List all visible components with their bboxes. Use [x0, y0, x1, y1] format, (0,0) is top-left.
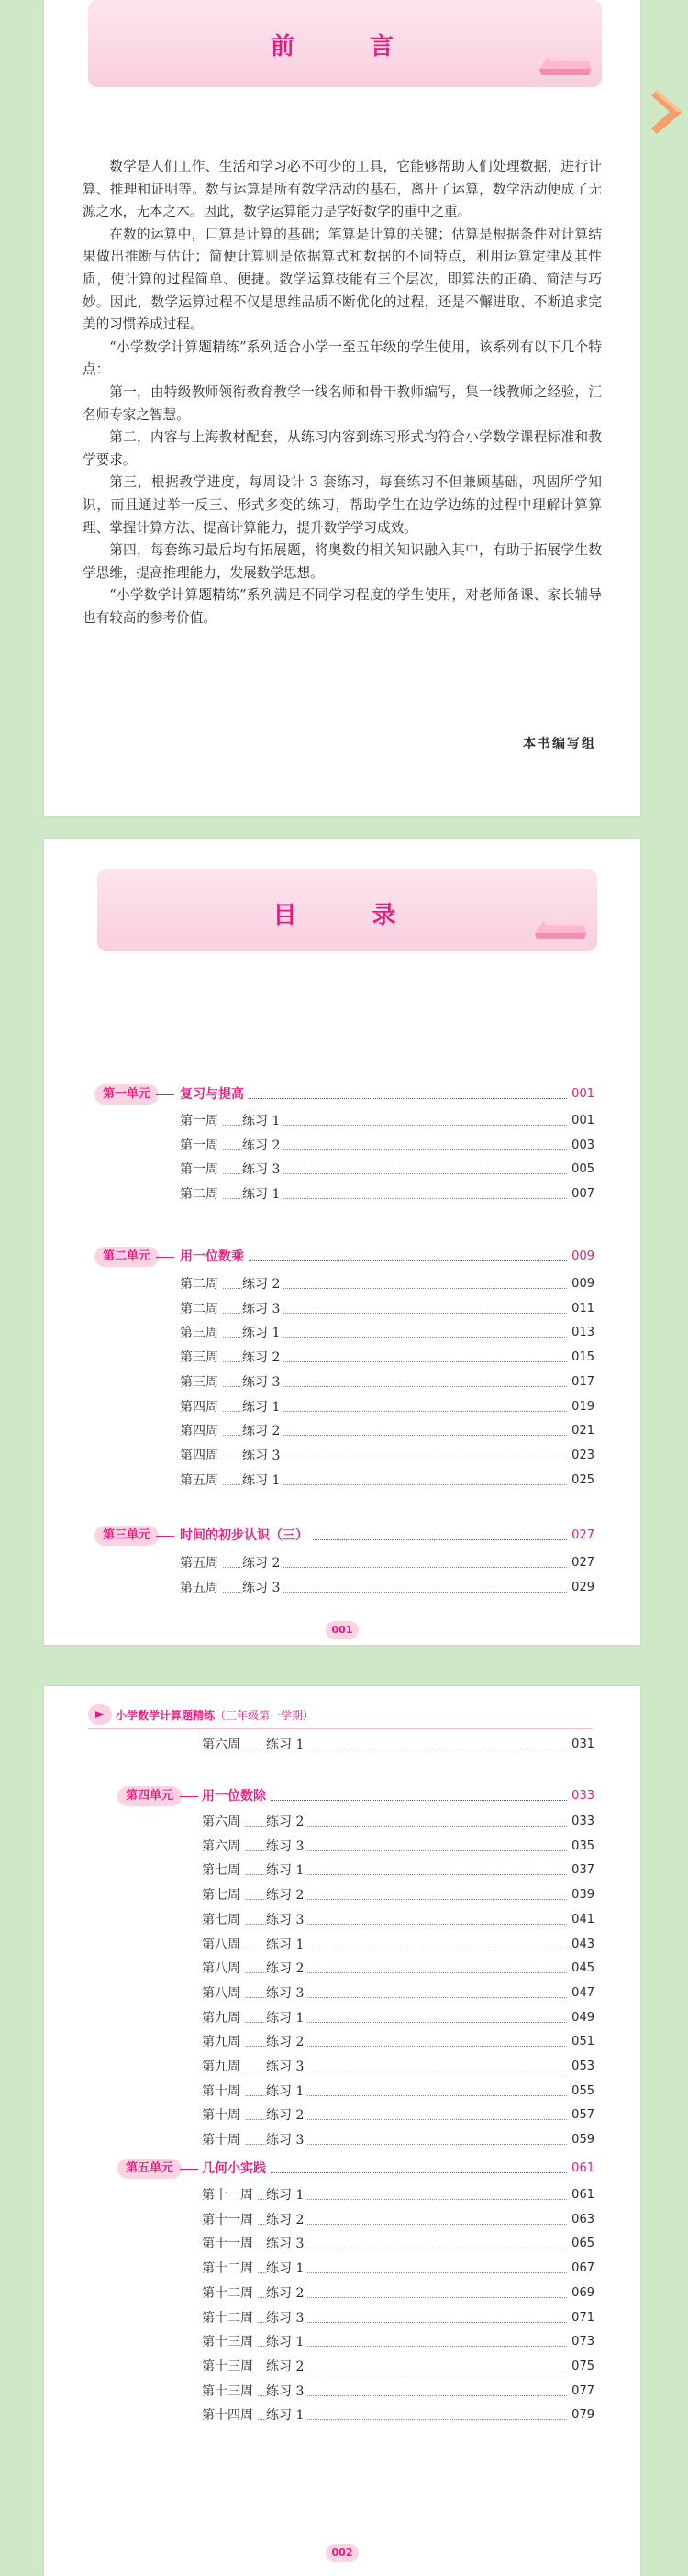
- contents-title: 目 录: [272, 902, 422, 929]
- entry-page-number: 019: [568, 1397, 594, 1417]
- preface-page: [44, 0, 640, 816]
- toc-unit-row[interactable]: [44, 2159, 640, 2179]
- entry-page-number: 015: [568, 1348, 594, 1368]
- entry-exercise: 练习 3: [242, 1160, 283, 1180]
- entry-page-number: 055: [568, 2082, 594, 2102]
- entry-week: 第十二周: [202, 2283, 257, 2304]
- entry-page-number: 033: [568, 1812, 594, 1832]
- entry-week: 第十周: [202, 2130, 244, 2150]
- dot-leader: [202, 1899, 593, 1900]
- toc-entry[interactable]: [44, 1348, 640, 1368]
- dot-leader: [202, 2199, 593, 2200]
- dot-leader: [202, 2322, 593, 2323]
- entry-week: 第八周: [202, 1935, 244, 1955]
- preface-paragraph: 第三，根据教学进度，每周设计 3 套练习，每套练习不但兼顾基础，巩固所学知识，而且通过举一反三、形式多变的练习，帮助学生在边学边练的过程中理解计算算理、掌握计算方法、提高计算能力，提升数学学习成效。: [83, 474, 602, 536]
- toc-entry[interactable]: [44, 1299, 640, 1319]
- toc-entry[interactable]: [44, 2405, 640, 2426]
- entry-week: 第二周: [180, 1184, 222, 1205]
- toc-entry[interactable]: [44, 2357, 640, 2377]
- dot-leader: [202, 2419, 593, 2420]
- entry-page-number: 049: [568, 2008, 594, 2028]
- entry-exercise: 练习 3: [266, 1983, 307, 2004]
- toc-entry[interactable]: [44, 2032, 640, 2052]
- entry-week: 第三周: [180, 1348, 222, 1368]
- entry-page-number: 025: [568, 1471, 594, 1491]
- entry-page-number: 063: [568, 2210, 594, 2230]
- unit-title: 几何小实践: [202, 2159, 270, 2179]
- entry-exercise: 练习 3: [266, 1837, 307, 1857]
- dot-leader: [202, 2272, 593, 2273]
- entry-exercise: 练习 1: [266, 2259, 307, 2279]
- toc-entry[interactable]: [44, 1160, 640, 1180]
- toc-entry[interactable]: [44, 1735, 640, 1755]
- dot-leader: [202, 2395, 593, 2396]
- entry-exercise: 练习 1: [242, 1111, 283, 1131]
- dot-leader: [202, 2224, 593, 2225]
- entry-week: 第一周: [180, 1136, 222, 1156]
- entry-page-number: 017: [568, 1372, 594, 1393]
- pencil-icon: [88, 1704, 112, 1725]
- dot-leader: [202, 2119, 593, 2120]
- entry-page-number: 079: [568, 2405, 594, 2426]
- entry-exercise: 练习 1: [266, 2008, 307, 2028]
- entry-week: 第五周: [180, 1578, 222, 1598]
- preface-signature: 本书编写组: [523, 737, 596, 751]
- entry-exercise: 练习 1: [266, 2332, 307, 2352]
- page-number-badge: 002: [326, 2544, 359, 2562]
- entry-exercise: 练习 1: [242, 1397, 283, 1417]
- toc-entry[interactable]: [44, 2308, 640, 2328]
- unit-connector: [156, 1257, 174, 1258]
- toc-entry[interactable]: [44, 2283, 640, 2304]
- entry-exercise: 练习 3: [242, 1446, 283, 1466]
- entry-page-number: 047: [568, 1983, 594, 2004]
- entry-exercise: 练习 1: [242, 1471, 283, 1491]
- toc-entry[interactable]: [44, 2082, 640, 2102]
- toc-entry[interactable]: [44, 1323, 640, 1343]
- entry-page-number: 023: [568, 1446, 594, 1466]
- toc-entry[interactable]: [44, 2210, 640, 2230]
- unit-connector: [180, 2169, 198, 2170]
- entry-page-number: 065: [568, 2234, 594, 2254]
- unit-title: 用一位数除: [202, 1786, 270, 1806]
- preface-paragraph: “小学数学计算题精练”系列适合小学一至五年级的学生使用，该系列有以下几个特点：: [83, 339, 602, 378]
- entry-exercise: 练习 3: [266, 1910, 307, 1930]
- entry-page-number: 005: [568, 1160, 594, 1180]
- unit-badge: 第二单元: [94, 1247, 159, 1267]
- unit-title: 复习与提高: [180, 1084, 248, 1105]
- entry-exercise: 练习 1: [242, 1323, 283, 1343]
- entry-week: 第十一周: [202, 2185, 257, 2205]
- entry-exercise: 练习 3: [242, 1372, 283, 1393]
- entry-page-number: 043: [568, 1935, 594, 1955]
- entry-exercise: 练习 3: [266, 2382, 307, 2402]
- entry-week: 第六周: [202, 1812, 244, 1832]
- toc-unit-row[interactable]: [44, 1247, 640, 1267]
- entry-page-number: 041: [568, 1910, 594, 1930]
- unit-connector: [156, 1536, 174, 1537]
- preface-paragraph: “小学数学计算题精练”系列满足不同学习程度的学生使用，对老师备课、家长辅导也有较高的参考价值。: [83, 587, 602, 626]
- preface-banner: [88, 0, 602, 87]
- toc-entry[interactable]: [44, 1578, 640, 1598]
- unit-page-number: 061: [568, 2159, 594, 2179]
- unit-badge: 第三单元: [94, 1526, 159, 1546]
- dot-leader: [202, 1924, 593, 1925]
- entry-page-number: 003: [568, 1136, 594, 1156]
- entry-week: 第十二周: [202, 2308, 257, 2328]
- preface-title: 前 言: [270, 33, 419, 61]
- dot-leader: [202, 2144, 593, 2145]
- entry-week: 第十一周: [202, 2210, 257, 2230]
- toc-entry[interactable]: [44, 2105, 640, 2126]
- entry-week: 第二周: [180, 1299, 222, 1319]
- entry-page-number: 067: [568, 2259, 594, 2279]
- toc-entry[interactable]: [44, 2259, 640, 2279]
- entry-exercise: 练习 3: [266, 2234, 307, 2254]
- toc-entry[interactable]: [44, 2008, 640, 2028]
- toc-entry[interactable]: [44, 1860, 640, 1881]
- entry-week: 第七周: [202, 1910, 244, 1930]
- entry-exercise: 练习 1: [266, 1935, 307, 1955]
- entry-exercise: 练习 2: [242, 1274, 283, 1294]
- entry-page-number: 011: [568, 1299, 594, 1319]
- unit-title: 用一位数乘: [180, 1247, 248, 1267]
- toc-unit-row[interactable]: [44, 1084, 640, 1105]
- dot-leader: [202, 1997, 593, 1998]
- unit-badge: 第四单元: [117, 1786, 182, 1806]
- toc-entry[interactable]: [44, 1935, 640, 1955]
- toc-entry[interactable]: [44, 1959, 640, 1979]
- entry-week: 第四周: [180, 1421, 222, 1441]
- toc-unit-row[interactable]: [44, 1786, 640, 1806]
- preface-body: [83, 156, 602, 629]
- entry-week: 第一周: [180, 1111, 222, 1131]
- dot-leader: [202, 2297, 593, 2298]
- toc-entry[interactable]: [44, 1885, 640, 1905]
- toc-entry[interactable]: [44, 2057, 640, 2077]
- entry-week: 第九周: [202, 2057, 244, 2077]
- toc-entry[interactable]: [44, 1983, 640, 2004]
- entry-exercise: 练习 2: [242, 1136, 283, 1156]
- entry-page-number: 051: [568, 2032, 594, 2052]
- entry-page-number: 031: [568, 1735, 594, 1755]
- toc-entry[interactable]: [44, 2130, 640, 2150]
- entry-exercise: 练习 2: [266, 2357, 307, 2377]
- entry-week: 第十一周: [202, 2234, 257, 2254]
- entry-exercise: 练习 1: [266, 1860, 307, 1881]
- entry-week: 第二周: [180, 1274, 222, 1294]
- entry-week: 第三周: [180, 1372, 222, 1393]
- entry-page-number: 021: [568, 1421, 594, 1441]
- toc-entry[interactable]: [44, 1184, 640, 1205]
- unit-badge: 第五单元: [117, 2159, 182, 2179]
- unit-badge: 第一单元: [94, 1084, 159, 1105]
- entry-week: 第七周: [202, 1885, 244, 1905]
- toc-entry[interactable]: [44, 1274, 640, 1294]
- toc-entry[interactable]: [44, 2382, 640, 2402]
- entry-exercise: 练习 2: [266, 1812, 307, 1832]
- entry-page-number: 069: [568, 2283, 594, 2304]
- header-divider: [88, 1728, 593, 1729]
- entry-exercise: 练习 2: [242, 1421, 283, 1441]
- entry-week: 第八周: [202, 1959, 244, 1979]
- eraser-icon: [531, 915, 590, 942]
- entry-page-number: 061: [568, 2185, 594, 2205]
- entry-page-number: 045: [568, 1959, 594, 1979]
- entry-exercise: 练习 1: [266, 2185, 307, 2205]
- entry-week: 第九周: [202, 2032, 244, 2052]
- preface-paragraph: 第一，由特级教师领衔教育教学一线名师和骨干教师编写，集一线教师之经验，汇名师专家之智慧。: [83, 383, 602, 423]
- entry-week: 第三周: [180, 1323, 222, 1343]
- toc-unit-row[interactable]: [44, 1526, 640, 1546]
- entry-exercise: 练习 2: [242, 1553, 283, 1573]
- toc-entry[interactable]: [44, 1910, 640, 1930]
- toc-entry[interactable]: [44, 2234, 640, 2254]
- dot-leader: [202, 2095, 593, 2096]
- contents-banner: [97, 869, 597, 951]
- entry-page-number: 013: [568, 1323, 594, 1343]
- dot-leader: [202, 1850, 593, 1851]
- entry-exercise: 练习 2: [266, 2032, 307, 2052]
- chevron-right-icon[interactable]: [649, 84, 688, 139]
- unit-title: 时间的初步认识（三）: [180, 1526, 312, 1546]
- toc-entry[interactable]: [44, 1471, 640, 1491]
- entry-week: 第十周: [202, 2082, 244, 2102]
- entry-exercise: 练习 2: [266, 2283, 307, 2304]
- entry-exercise: 练习 3: [242, 1578, 283, 1598]
- entry-page-number: 037: [568, 1860, 594, 1881]
- entry-exercise: 练习 3: [242, 1299, 283, 1319]
- preface-paragraph: 第四，每套练习最后均有拓展题，将奥数的相关知识融入其中，有助于拓展学生数学思维，提高推理能力，发展数学思想。: [83, 542, 602, 581]
- contents-continued-page: [44, 1686, 640, 2576]
- entry-week: 第七周: [202, 1860, 244, 1881]
- entry-exercise: 练习 3: [266, 2308, 307, 2328]
- unit-page-number: 009: [568, 1247, 594, 1267]
- entry-exercise: 练习 2: [266, 2105, 307, 2126]
- toc-entry[interactable]: [44, 1812, 640, 1832]
- preface-paragraph: 第二，内容与上海教材配套，从练习内容到练习形式均符合小学数学课程标准和教学要求。: [83, 429, 602, 468]
- entry-week: 第一周: [180, 1160, 222, 1180]
- entry-week: 第十周: [202, 2105, 244, 2126]
- toc-entry[interactable]: [44, 1397, 640, 1417]
- entry-exercise: 练习 1: [242, 1184, 283, 1205]
- entry-week: 第十三周: [202, 2357, 257, 2377]
- entry-exercise: 练习 2: [266, 2210, 307, 2230]
- toc-entry[interactable]: [44, 1553, 640, 1573]
- entry-exercise: 练习 2: [266, 1885, 307, 1905]
- toc-entry[interactable]: [44, 1446, 640, 1466]
- entry-week: 第九周: [202, 2008, 244, 2028]
- entry-page-number: 027: [568, 1553, 594, 1573]
- entry-page-number: 071: [568, 2308, 594, 2328]
- entry-week: 第四周: [180, 1397, 222, 1417]
- toc-entry[interactable]: [44, 1136, 640, 1156]
- dot-leader: [202, 2346, 593, 2347]
- entry-week: 第五周: [180, 1471, 222, 1491]
- entry-page-number: 029: [568, 1578, 594, 1598]
- toc-entry[interactable]: [44, 2185, 640, 2205]
- contents-page: [44, 839, 640, 1645]
- entry-page-number: 007: [568, 1184, 594, 1205]
- eraser-icon: [536, 50, 594, 78]
- entry-exercise: 练习 2: [242, 1348, 283, 1368]
- entry-week: 第十四周: [202, 2405, 257, 2426]
- entry-week: 第十三周: [202, 2332, 257, 2352]
- unit-page-number: 027: [568, 1526, 594, 1546]
- entry-exercise: 练习 1: [266, 2405, 307, 2426]
- entry-page-number: 059: [568, 2130, 594, 2150]
- preface-paragraph: 数学是人们工作、生活和学习必不可少的工具，它能够帮助人们处理数据，进行计算、推理和证明等。数与运算是所有数学活动的基石，离开了运算，数学活动便成了无源之水，无本之木。因此，数学运算能力是学好数学的重中之重。: [83, 159, 602, 220]
- entry-week: 第四周: [180, 1446, 222, 1466]
- toc-entry[interactable]: [44, 1111, 640, 1131]
- unit-connector: [180, 1796, 198, 1797]
- dot-leader: [202, 2022, 593, 2023]
- entry-page-number: 001: [568, 1111, 594, 1131]
- toc-entry[interactable]: [44, 1421, 640, 1441]
- dot-leader: [202, 1826, 593, 1827]
- entry-exercise: 练习 3: [266, 2130, 307, 2150]
- dot-leader: [202, 1972, 593, 1973]
- toc-entry[interactable]: [44, 1837, 640, 1857]
- entry-week: 第十三周: [202, 2382, 257, 2402]
- preface-paragraph: 在数的运算中，口算是计算的基础；笔算是计算的关键；估算是根据条件对计算结果做出推断与估计；简便计算则是依据算式和数据的不同特点，利用运算定律及其性质，使计算的过程简单、便捷。数学运算技能有三个层次，即算法的正确、简洁与巧妙。因此，数学运算过程不仅是思维品质不断优化的过程，还是不懈进取、不断追求完美的习惯养成过程。: [83, 226, 602, 333]
- unit-page-number: 001: [568, 1084, 594, 1105]
- dot-leader: [202, 2046, 593, 2047]
- entry-page-number: 077: [568, 2382, 594, 2402]
- entry-week: 第六周: [202, 1837, 244, 1857]
- entry-exercise: 练习 2: [266, 1959, 307, 1979]
- toc-entry[interactable]: [44, 1372, 640, 1393]
- unit-connector: [156, 1094, 174, 1095]
- entry-page-number: 053: [568, 2057, 594, 2077]
- entry-page-number: 035: [568, 1837, 594, 1857]
- page-number-badge: 001: [326, 1621, 359, 1639]
- header-title: 小学数学计算题精练: [116, 1709, 216, 1722]
- entry-exercise: 练习 1: [266, 2082, 307, 2102]
- entry-week: 第八周: [202, 1983, 244, 2004]
- entry-page-number: 073: [568, 2332, 594, 2352]
- entry-page-number: 075: [568, 2357, 594, 2377]
- entry-page-number: 009: [568, 1274, 594, 1294]
- entry-week: 第十二周: [202, 2259, 257, 2279]
- entry-week: 第五周: [180, 1553, 222, 1573]
- dot-leader: [202, 1874, 593, 1875]
- entry-exercise: 练习 3: [266, 2057, 307, 2077]
- entry-page-number: 039: [568, 1885, 594, 1905]
- header-subtitle: （三年级第一学期）: [215, 1709, 315, 1722]
- entry-page-number: 057: [568, 2105, 594, 2126]
- toc-entry[interactable]: [44, 2332, 640, 2352]
- unit-page-number: 033: [568, 1786, 594, 1806]
- entry-week: 第六周: [202, 1735, 244, 1755]
- entry-exercise: 练习 1: [266, 1735, 307, 1755]
